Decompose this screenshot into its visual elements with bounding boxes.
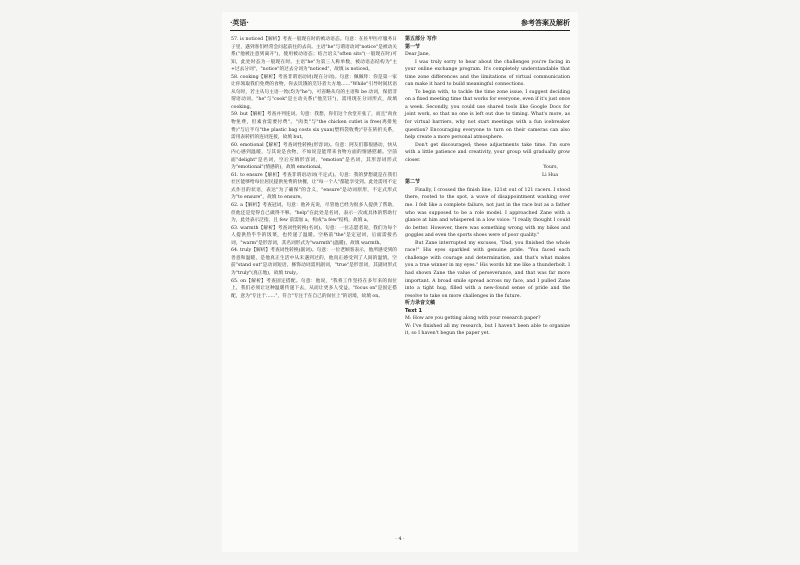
- letter-salutation: Dear Jane,: [405, 52, 431, 58]
- letter-paragraph-3: Don't get discouraged; these adjustments take time. I'm sure with a little patience and creativity, your group will gradually grow closer.: [405, 142, 570, 163]
- letter-signature: Li Hua: [541, 172, 558, 178]
- left-column: [231, 36, 397, 300]
- story-paragraph-2: But Zane interrupted my excuses, "Dad, you finished the whole race!" His eyes sparkled with genuine pride. "You faced each challenge with courage and determination, and that's what makes you a true winner in my eyes." His words hit me like a thunderbolt. I had shown Zane the value of perseverance, and that was far more important. A broad smile spread across my face, and I pulled Zane into a tight hug, filled with a new-found sense of pride and the resolve to take on more challenges in the future.: [405, 240, 570, 299]
- dialogue-line-m: M: How are you getting along with your research paper?: [405, 316, 541, 322]
- answer-entry-65: 65. on【解析】考查固定搭配。句意：他说，"我将工作坚持在多年来的岗位上，我们必须让这种温暖传递下去，从而让更多人受益。"focus on"是固定搭配，意为"专注于……"，符合"专注于在自己的岗位上"的语境，故填 on。: [231, 278, 397, 299]
- letter-paragraph-2: To begin with, to tackle the time zone issue, I suggest deciding on a fixed meeting time that works for everyone, even if it's just once a week. Secondly, you could use shared tools like Google Docs for joint work, so that no one is left out due to timing. What's more, as for virtual barriers, why not start meetings with a fun icebreaker question? Encouraging everyone to turn on their cameras can also help create a more personal atmosphere.: [405, 89, 570, 141]
- writing-part-heading: 第五部分 写作: [405, 36, 437, 42]
- answer-entry-59: 59. but【解析】考查并列连词。句意：我想，你们这个食堂开张了，而且"肉食物免费，但素食需要付费"。"肉类"与"the chicken cutlet is free(鸡排免费)"与后半句"the plastic bag costs six yuan(塑料袋收费)"存在转折关系，需用表转折的连词连接，故填 but。: [231, 112, 397, 141]
- right-column: [405, 36, 570, 338]
- answer-entry-58: 58. cooking【解析】考查非谓语动词(现在分词)。句意：佩佩拜：你是第一家让你领取我们免费的食物，你去饥饿的烹饪者大方地……"While"引导时间状语从句时，若主从句主语一致(均为"he")，可省略从句的主语和 be 动词，保留非谓语动词。"he"与"cook"是主动关系("他烹饪")，需用现在分词形式，故填 cooking。: [231, 74, 397, 110]
- answer-page: [222, 12, 578, 552]
- listening-transcript-heading: 听力录音文稿: [405, 300, 436, 307]
- answer-entry-64: 64. truly【解析】考查词性转换(副词)。句意：一位老顾客表示，他所感受到的善意和温暖，是他真正生活中从未遇到过的，他真正感受到了人间的温情。空前"stand out"是动词短语，修饰动词需用副词，"true"是形容词，其副词形式为"truly"(真正地)，故填 truly。: [231, 248, 397, 276]
- text-1-label: Text 1: [405, 307, 422, 314]
- section-title: 参考答案及解析: [521, 18, 570, 27]
- page-number: · 4 ·: [395, 536, 405, 542]
- section-two-heading: 第二节: [405, 179, 421, 186]
- answer-entry-60: 60. emotional【解析】考查词性转换(形容词)。句意：阿友们都很感动，快从内心感到温暖，与其说是食物，不如说是能带来食物方面的情感慰藉。空前面"delight"是名词，空后应填形容词，"emotion"是名词，其形容词形式为"emotional"(情感的)，故填 emotional。: [231, 142, 397, 171]
- story-paragraph-1: Finally, I crossed the finish line, 121st out of 121 racers. I stood there, rooted to the spot, a wave of disappointment washing over me. I felt like a complete failure, not just in the race but as a father who was supposed to be a role model. I approached Zane with a glance at him and whispered in a low voice: "I really thought I could do better. However, there was something wrong with my bikes and goggles and even the sports shoes were of poor quality.": [405, 187, 570, 239]
- section-one-heading: 第一节: [405, 43, 421, 50]
- letter-paragraph-1: I was truly sorry to hear about the challenges you're facing in your online exchange program. It's completely understandable that time zone differences and the limitations of virtual communication can make it hard to build meaningful connections.: [405, 59, 570, 88]
- dialogue-line-w: W: I've finished all my research, but I haven't been able to organize it, so I haven't begun the paper yet.: [405, 323, 570, 337]
- subject-label: ·英语·: [230, 18, 249, 27]
- page-header: [230, 18, 570, 31]
- answer-entry-62: 62. a【解析】考查冠词。句意：他补充说，尽管他已经为很多人提供了帮助，但他还是觉得自己做得不够。"help"在此处是名词，表示一次或具体的帮助行为，此处表示泛指，且 few 前需加 a，构成"a few"结构，故填 a。: [231, 203, 397, 224]
- letter-closing: Yours,: [543, 165, 558, 171]
- answer-entry-57: 57. is noticed【解析】考查一般现在时的被动语态。句意：在佐甲医疗服务日子里，遇到客们经常会问起前往的去向。主语"he"与谓语动词"notice"是被动关系("他被注意到离开")，使用被动语态；结合语义"often sits"(一般现在时)可知，此处时态为一般现在时。主语"he"为第三人称单数，被动语态结构为"主+过去分词"，"notice"的过去分词为"noticed"，故填 is noticed。: [231, 37, 397, 73]
- answer-entry-61: 61. to ensure【解析】考查非谓语动词(不定式)。句意：我的梦想就是在我们社区能够给每位居民提供免费的快餐，让"每一个人"都能享受到。此处需用不定式作目的状语，表达"为了确保"的含义，"ensure"是动词原形，不定式形式为"to ensure"，故填 to ensure。: [231, 172, 397, 201]
- answer-entry-63: 63. warmth【解析】考查词性转换(名词)。句意：一位志愿者说，我们为每个人提供热乎乎的饭菜，也传递了温暖。空格前"the"是定冠词，后面需接名词，"warm"是形容词，其名词形式为"warmth"(温暖)，故填 warmth。: [231, 225, 397, 246]
